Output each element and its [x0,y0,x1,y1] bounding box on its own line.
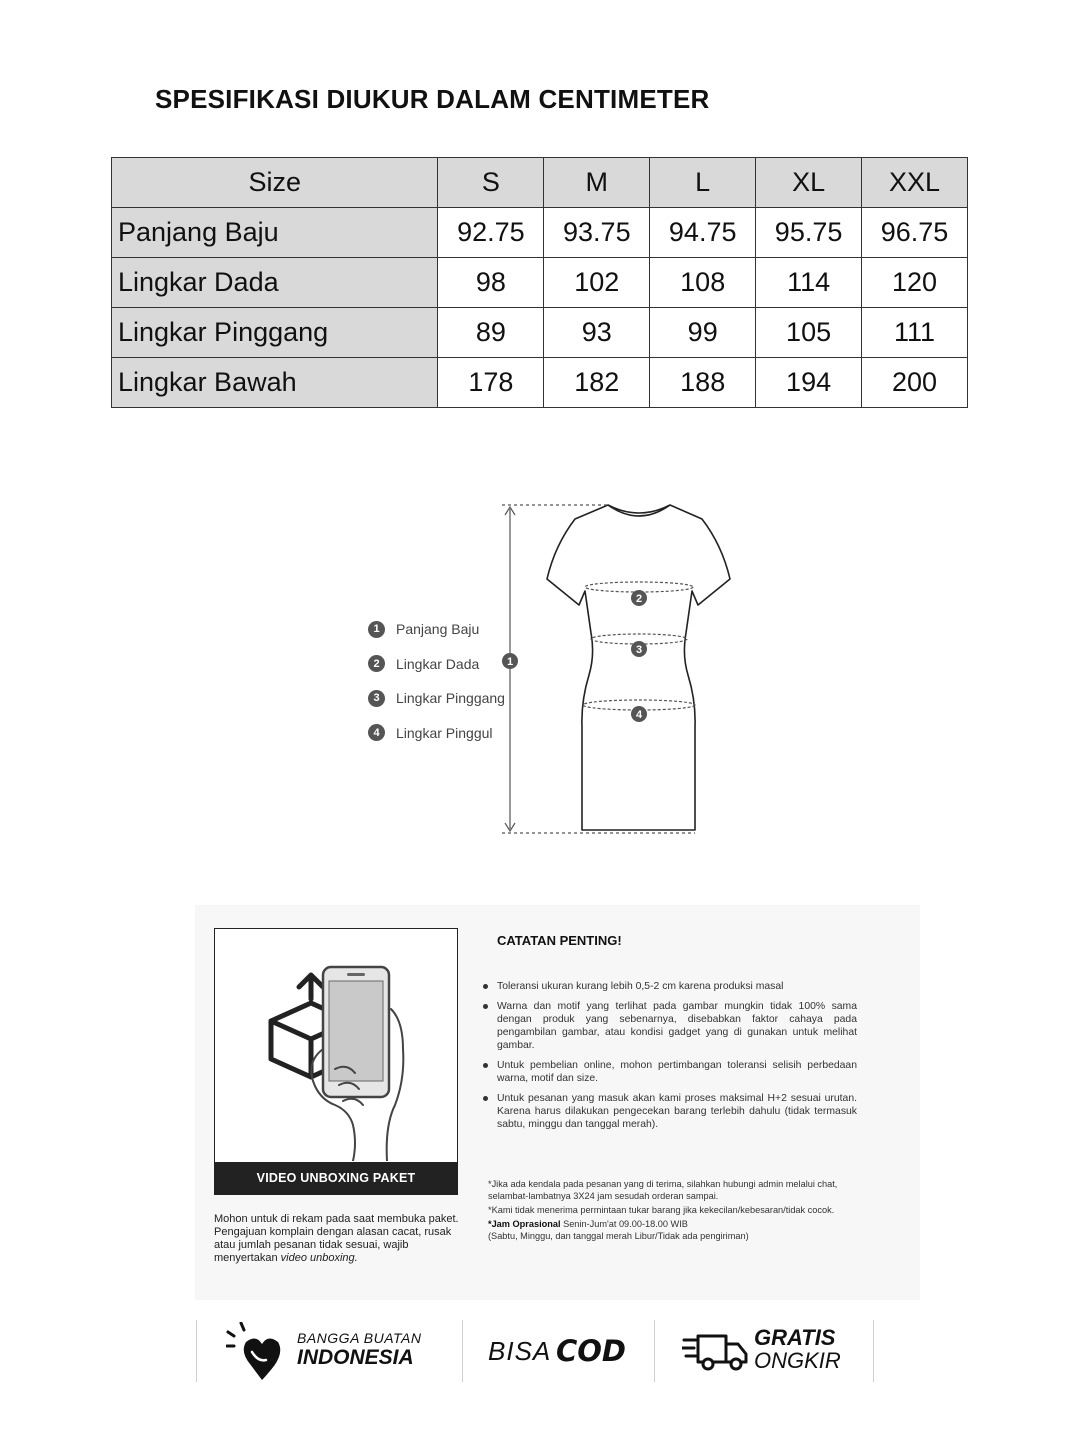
table-cell: 200 [862,358,968,408]
table-cell: 96.75 [862,208,968,258]
diagram-marker-4 [631,706,647,722]
size-chart-table [111,157,968,408]
page-title: SPESIFIKASI DIUKUR DALAM CENTIMETER [155,84,710,114]
diagram-marker-2-label: 2 [635,593,643,605]
table-header-row [112,158,968,208]
table-cell: 182 [544,358,650,408]
legend-label: Lingkar Pinggang [396,690,505,707]
badge-divider [654,1320,655,1382]
cod-prefix: BISA [488,1336,552,1366]
list-item: Untuk pesanan yang masuk akan kami proses maksimal H+2 sesuai urutan. Karena harus dilakukan pengecekan barang terlebih dahulu (tidak termasuk sabtu, minggu dan tanggal merah). [497,1093,857,1130]
table-row [112,258,968,308]
table-cell: 111 [862,308,968,358]
badge-divider [196,1320,197,1382]
size-header-l: L [650,158,756,208]
unboxing-description-italic: video unboxing. [280,1252,358,1264]
table-cell: 93 [544,308,650,358]
footnotes [488,1178,878,1244]
dress-measurement-diagram [490,495,750,845]
list-item: Warna dan motif yang terlihat pada gambar mungkin tidak 100% sama dengan produk yang sebenarnya, disebabkan faktor cahaya pada pengambilan gambar, atau kondisi gadget yang di gunakan untuk melihat gambar. [497,1001,857,1051]
table-cell: 95.75 [756,208,862,258]
legend-label: Panjang Baju [396,621,480,638]
unboxing-description-text: Mohon untuk di rekam pada saat membuka paket. Pengajuan komplain dengan alasan cacat, rusak atau jumlah pesanan tidak sesuai, wajib menyertakan [214,1213,459,1264]
operational-hours [488,1218,878,1242]
bangga-line-1: BANGGA BUATAN [297,1330,422,1346]
table-cell: 120 [862,258,968,308]
badges-row [196,1320,874,1382]
delivery-truck-icon [682,1332,750,1372]
notes-title: CATATAN PENTING! [497,933,622,948]
footnote-complaint: *Jika ada kendala pada pesanan yang di terima, silahkan hubungi admin melalui chat, selambat-lambatnya 3X24 jam sesudah orderan sampai. [488,1179,838,1201]
legend-item [368,681,505,716]
unboxing-description [214,1213,466,1265]
notes-list [497,980,857,1138]
table-cell: 93.75 [544,208,650,258]
row-label: Lingkar Pinggang [112,308,438,358]
table-cell: 188 [650,358,756,408]
legend-item [368,716,505,751]
legend-number: 2 [368,655,385,672]
diagram-marker-1-label: 1 [506,656,514,668]
size-header-xxl: XXL [862,158,968,208]
badge-divider [462,1320,463,1382]
table-cell: 94.75 [650,208,756,258]
diagram-marker-3 [631,641,647,657]
table-cell: 92.75 [438,208,544,258]
table-cell: 98 [438,258,544,308]
legend-item [368,647,505,682]
size-header-s: S [438,158,544,208]
badge-divider [873,1320,874,1382]
hours-value: Senin-Jum'at 09.00-18.00 WIB [560,1219,688,1229]
list-item: Toleransi ukuran kurang lebih 0,5-2 cm karena produksi masal [497,980,857,993]
unboxing-bar-label: VIDEO UNBOXING PAKET [215,1162,457,1194]
table-cell: 178 [438,358,544,408]
table-cell: 99 [650,308,756,358]
table-cell: 89 [438,308,544,358]
cod-word: COD [556,1334,627,1368]
legend-label: Lingkar Dada [396,655,480,672]
diagram-marker-2 [631,590,647,606]
row-label: Lingkar Dada [112,258,438,308]
size-column-header: Size [112,158,438,208]
row-label: Panjang Baju [112,208,438,258]
bangga-line-2: INDONESIA [297,1346,414,1369]
list-item: Untuk pembelian online, mohon pertimbangan toleransi selisih perbedaan warna, motif dan size. [497,1060,857,1084]
legend-number: 4 [368,724,385,741]
unboxing-illustration [215,929,456,1161]
legend-item [368,612,505,647]
diagram-legend [368,612,505,750]
hours-label: *Jam Oprasional [488,1219,561,1229]
gratis-line-1: GRATIS [754,1325,836,1350]
diagram-marker-3-label: 3 [635,644,643,656]
legend-label: Lingkar Pinggul [396,724,493,741]
size-header-xl: XL [756,158,862,208]
dress-outline [547,505,730,830]
hours-note: (Sabtu, Minggu, dan tanggal merah Libur/Tidak ada pengiriman) [488,1231,749,1241]
table-row [112,358,968,408]
table-row [112,308,968,358]
legend-number: 1 [368,621,385,638]
table-cell: 105 [756,308,862,358]
heart-hand-icon [226,1322,288,1382]
table-cell: 108 [650,258,756,308]
unboxing-card [214,928,458,1195]
row-label: Lingkar Bawah [112,358,438,408]
table-cell: 114 [756,258,862,308]
table-row [112,208,968,258]
size-header-m: M [544,158,650,208]
table-cell: 194 [756,358,862,408]
table-cell: 102 [544,258,650,308]
legend-number: 3 [368,690,385,707]
diagram-marker-4-label: 4 [635,709,643,721]
footnote-exchange: *Kami tidak menerima permintaan tukar barang jika kekecilan/kebesaran/tidak cocok. [488,1205,835,1215]
phone-icon [323,967,389,1097]
gratis-line-2: ONGKIR [754,1348,841,1373]
